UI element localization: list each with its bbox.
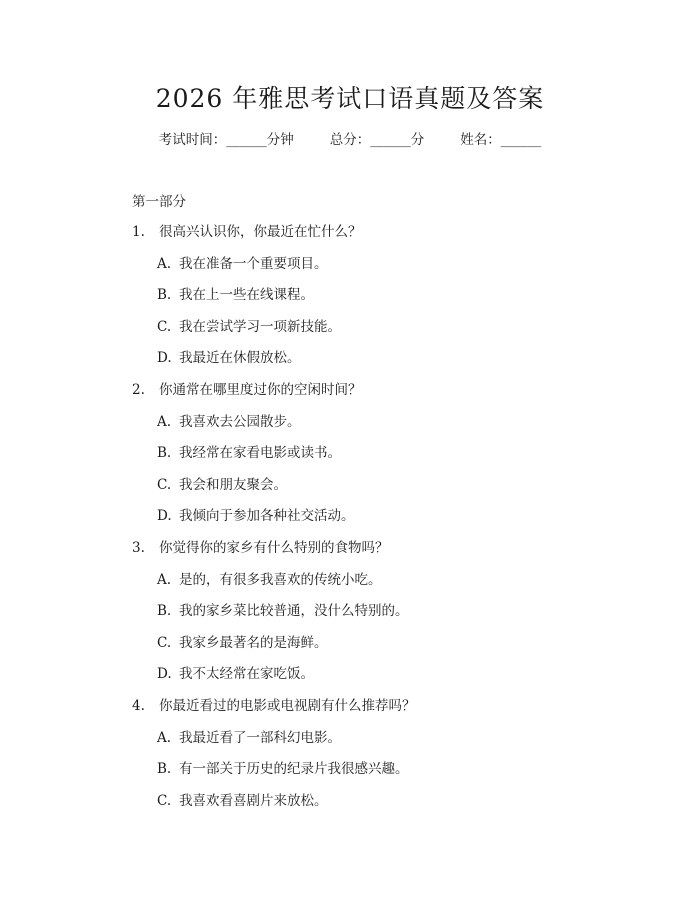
option-text: 有一部关于历史的纪录片我很感兴趣。 <box>179 761 409 778</box>
question-number: 4. <box>132 697 145 714</box>
question-item <box>132 222 632 368</box>
question-item <box>132 696 632 811</box>
option-letter: C. <box>157 476 172 493</box>
answer-option <box>132 285 632 305</box>
answer-option <box>132 412 632 432</box>
question-text: 你觉得你的家乡有什么特别的食物吗？ <box>159 539 389 556</box>
option-letter: B. <box>157 603 172 620</box>
option-text: 我会和朋友聚会。 <box>179 476 287 493</box>
exam-time-field: 考试时间：______分钟 <box>158 132 294 148</box>
option-letter: D. <box>157 508 172 525</box>
option-text: 我不太经常在家吃饭。 <box>179 666 314 683</box>
option-text: 我倾向于参加各种社交活动。 <box>179 508 355 525</box>
question-number: 2. <box>132 381 145 398</box>
question-item <box>132 538 632 684</box>
option-letter: D. <box>157 350 172 367</box>
question-line <box>132 380 632 400</box>
question-text: 很高兴认识你，你最近在忙什么？ <box>159 224 362 240</box>
option-list <box>132 412 632 527</box>
option-letter: A. <box>157 413 172 430</box>
answer-option <box>132 759 632 779</box>
question-list <box>132 222 632 822</box>
question-text: 你最近看过的电影或电视剧有什么推荐吗？ <box>159 697 416 714</box>
answer-option <box>132 254 632 274</box>
answer-option <box>132 664 632 684</box>
option-letter: D. <box>157 666 172 683</box>
option-text: 我在准备一个重要项目。 <box>179 255 328 272</box>
option-letter: A. <box>157 571 172 588</box>
answer-option <box>132 633 632 653</box>
option-text: 我经常在家看电影或读书。 <box>179 445 341 462</box>
question-text: 你通常在哪里度过你的空闲时间？ <box>159 381 362 398</box>
total-score-field: 总分：______分 <box>329 132 425 148</box>
option-letter: B. <box>157 445 172 462</box>
question-number: 3. <box>132 539 145 556</box>
answer-option <box>132 570 632 590</box>
answer-option <box>132 791 632 811</box>
option-text: 我在上一些在线课程。 <box>179 287 314 304</box>
option-letter: A. <box>157 729 172 746</box>
option-list <box>132 570 632 685</box>
question-number: 1. <box>132 224 145 240</box>
answer-option <box>132 601 632 621</box>
question-line <box>132 222 632 242</box>
option-text: 我的家乡菜比较普通，没什么特别的。 <box>179 603 409 620</box>
option-list <box>132 254 632 369</box>
option-letter: A. <box>157 255 172 272</box>
question-item <box>132 380 632 526</box>
answer-option <box>132 317 632 337</box>
option-letter: C. <box>157 792 172 809</box>
exam-meta <box>0 130 700 150</box>
page-title: 2026 年雅思考试口语真题及答案 <box>155 84 545 113</box>
section-title: 第一部分 <box>132 194 186 210</box>
question-line <box>132 538 632 558</box>
name-field: 姓名：______ <box>460 132 542 148</box>
option-text: 我喜欢看喜剧片来放松。 <box>179 792 328 809</box>
answer-option <box>132 506 632 526</box>
option-text: 我最近看了一部科幻电影。 <box>179 729 341 746</box>
option-text: 我最近在休假放松。 <box>179 350 301 367</box>
option-text: 我喜欢去公园散步。 <box>179 413 301 430</box>
answer-option <box>132 348 632 368</box>
option-list <box>132 728 632 811</box>
answer-option <box>132 475 632 495</box>
option-text: 是的，有很多我喜欢的传统小吃。 <box>179 571 382 588</box>
question-line <box>132 696 632 716</box>
option-text: 我在尝试学习一项新技能。 <box>179 318 341 335</box>
answer-option <box>132 443 632 463</box>
option-text: 我家乡最著名的是海鲜。 <box>179 634 328 651</box>
option-letter: B. <box>157 761 172 778</box>
option-letter: C. <box>157 634 172 651</box>
option-letter: C. <box>157 318 172 335</box>
answer-option <box>132 728 632 748</box>
option-letter: B. <box>157 287 172 304</box>
